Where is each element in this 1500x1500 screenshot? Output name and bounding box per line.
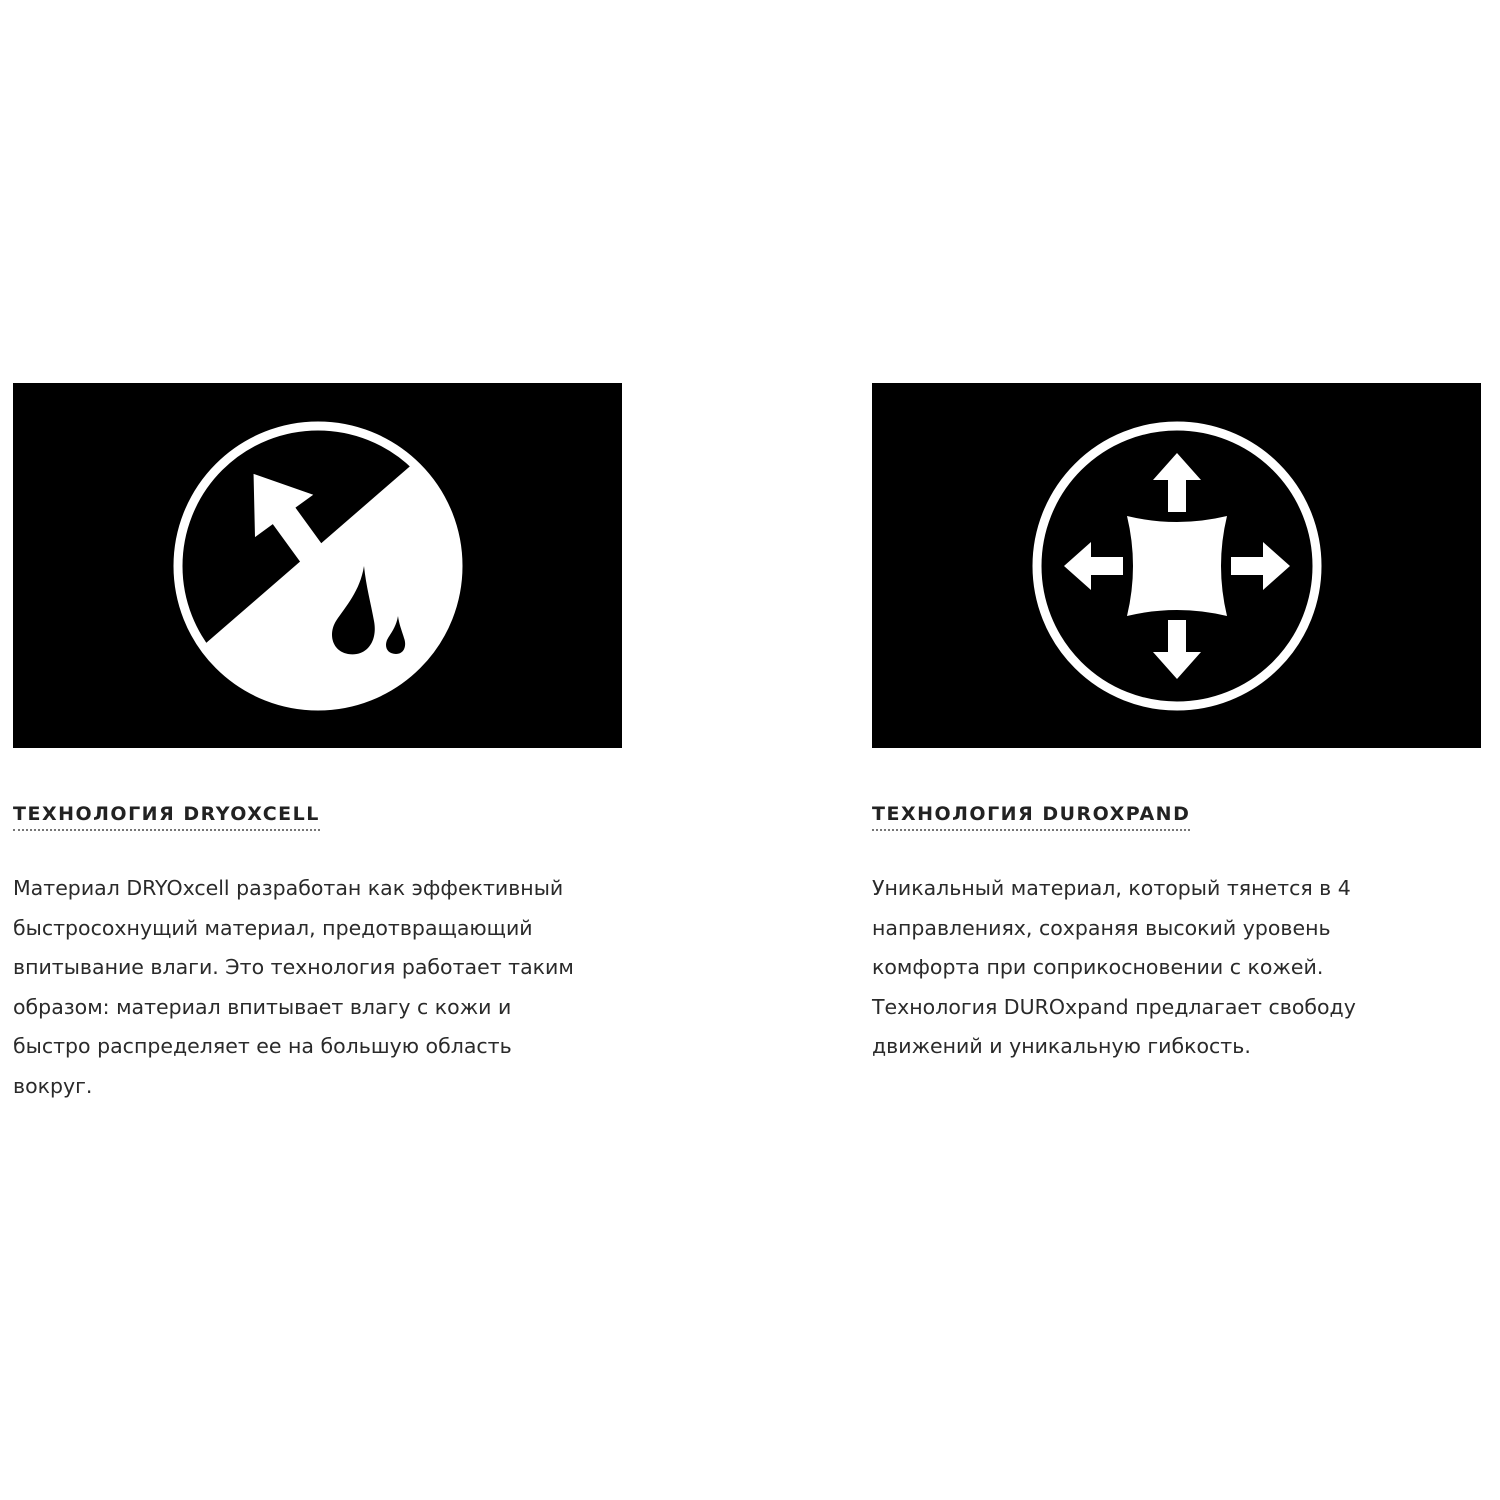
feature-card-dryoxcell [13,383,622,1106]
feature-description: Материал DRYOxcell разработан как эффективный быстросохнущий материал, предотвращающий впитывание влаги. Это технология работает таким образом: материал впитывает влагу с кожи и быстро распределяет ее на большую область вокруг. [13,876,574,1098]
feature-card-duroxpand [872,383,1481,1067]
four-way-stretch-icon [1027,416,1327,716]
feature-title: ТЕХНОЛОГИЯ DUROXPAND [872,801,1190,831]
icon-panel-duroxpand [872,383,1481,748]
feature-description: Уникальный материал, который тянется в 4 направлениях, сохраняя высокий уровень комфорта при соприкосновении с кожей. Технология DUROxpand предлагает свободу движений и уникальную гибкость. [872,876,1356,1058]
icon-panel-dryoxcell [13,383,622,748]
feature-title: ТЕХНОЛОГИЯ DRYOXCELL [13,801,320,831]
moisture-wicking-icon [168,416,468,716]
